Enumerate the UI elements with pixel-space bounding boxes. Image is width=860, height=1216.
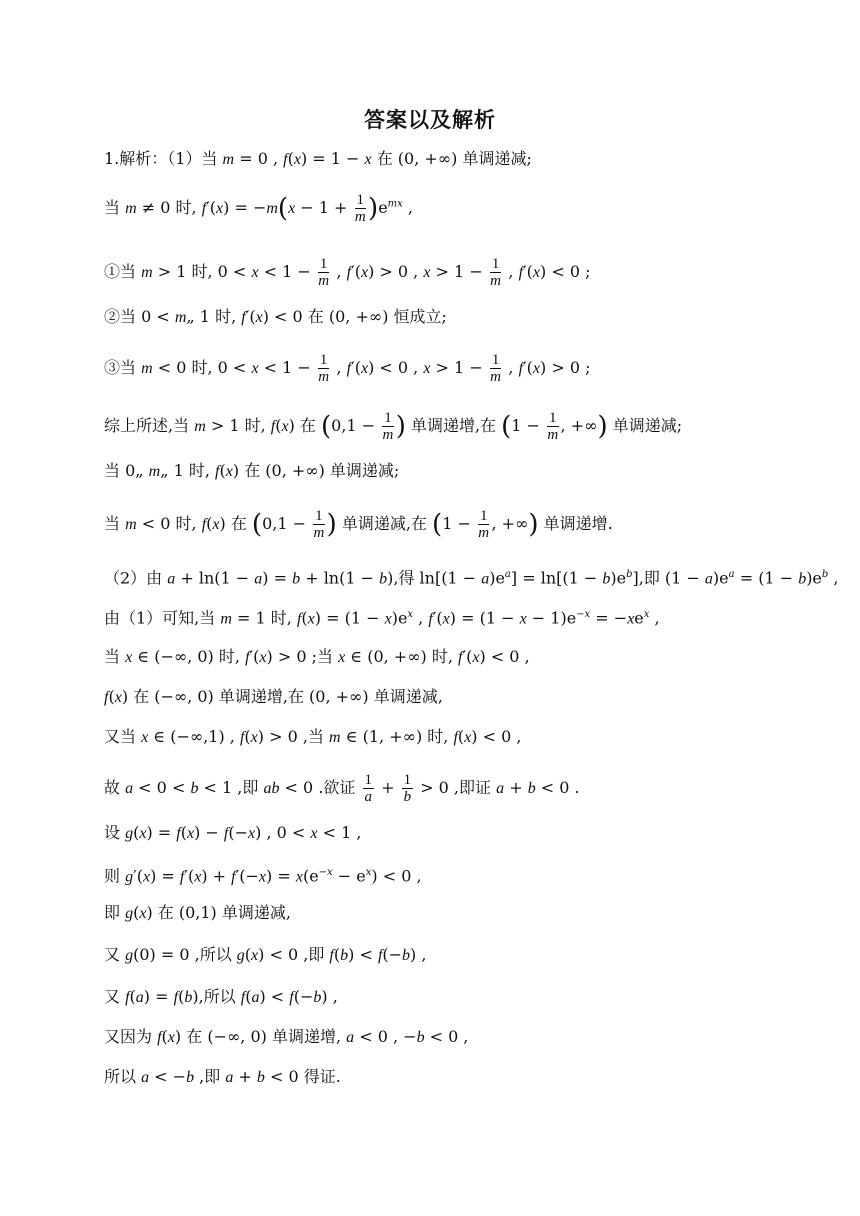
line-20: 又因为 f(x) 在 (−∞, 0) 单调递增, a < 0 , −b < 0 , (104, 1027, 469, 1046)
line-16: 则 $g'(x) = f'(x) + f'(-x) = x(e^{-x} - e^x) < 0$ , (104, 866, 422, 886)
line-15: 设 g(x) = f(x) − f(−x) , 0 < x < 1 , (104, 823, 362, 842)
line-4: ②当 0 < m„ 1 时, f′(x) < 0 在 (0, +∞) 恒成立; (104, 307, 447, 326)
line-12: f(x) 在 (−∞, 0) 单调递增,在 (0, +∞) 单调递减, (104, 687, 443, 706)
line-10: 由（1）可知,当 m = 1 时, $f(x) = (1 - x)e^x$ , $f'(x) = (1 - x - 1)e^{-x} = -xe^x$ , (104, 608, 660, 628)
page-title: 答案以及解析 (364, 108, 496, 132)
line-14: 故 a < 0 < b < 1 ,即 ab < 0 .欲证 $\frac{1}{a}$ + $\frac{1}{b}$ > 0 ,即证 a + b < 0 . (104, 772, 580, 805)
line-8: 当 m < 0 时, f(x) 在 (0,1 − $\frac{1}{m}$ ) 单调递减,在 (1 − $\frac{1}{m}$ , +∞) 单调递增. (104, 508, 613, 541)
line-7: 当 0„ m„ 1 时, f(x) 在 (0, +∞) 单调递减; (104, 461, 400, 480)
line-18: 又 g(0) = 0 ,所以 g(x) < 0 ,即 f(b) < f(−b) , (104, 945, 427, 964)
line-11: 当 x ∈ (−∞, 0) 时, f′(x) > 0 ;当 x ∈ (0, +∞) 时, f′(x) < 0 , (104, 647, 530, 666)
line-21: 所以 a < −b ,即 a + b < 0 得证. (104, 1067, 341, 1086)
line-2: 当 m ≠ 0 时, f′(x) = −m(x − 1 + $\frac{1}{m}$ )$e^{mx}$ , (104, 192, 413, 225)
line-6: 综上所述,当 m > 1 时, f(x) 在 (0,1 − $\frac{1}{m}$ ) 单调递增,在 (1 − $\frac{1}{m}$ , +∞) 单调递减; (104, 410, 683, 443)
line-13: 又当 x ∈ (−∞,1) , f(x) > 0 ,当 m ∈ (1, +∞) 时, f(x) < 0 , (104, 727, 522, 746)
line-3: ①当 m > 1 时, 0 < x < 1 − $\frac{1}{m}$ , f′(x) > 0 , x > 1 − $\frac{1}{m}$ , f′(x) < 0 ; (104, 256, 591, 289)
line-19: 又 f(a) = f(b),所以 f(a) < f(−b) , (104, 987, 338, 1006)
line-5: ③当 m < 0 时, 0 < x < 1 − $\frac{1}{m}$ , f′(x) < 0 , x > 1 − $\frac{1}{m}$ , f′(x) > 0 ; (104, 352, 591, 385)
line-9: （2）由 a + ln(1 − a) = b + ln(1 − b),得 $\ln[(1 - a)e^a] = \ln[(1 - b)e^b]$,即 $(1 - a)e^a = (1 - b)e^b$ , (104, 568, 839, 588)
line-17: 即 g(x) 在 (0,1) 单调递减, (104, 903, 291, 922)
line-1: 1.解析：（1）当 m = 0 , f(x) = 1 − x 在 (0, +∞) 单调递减; (104, 149, 532, 168)
